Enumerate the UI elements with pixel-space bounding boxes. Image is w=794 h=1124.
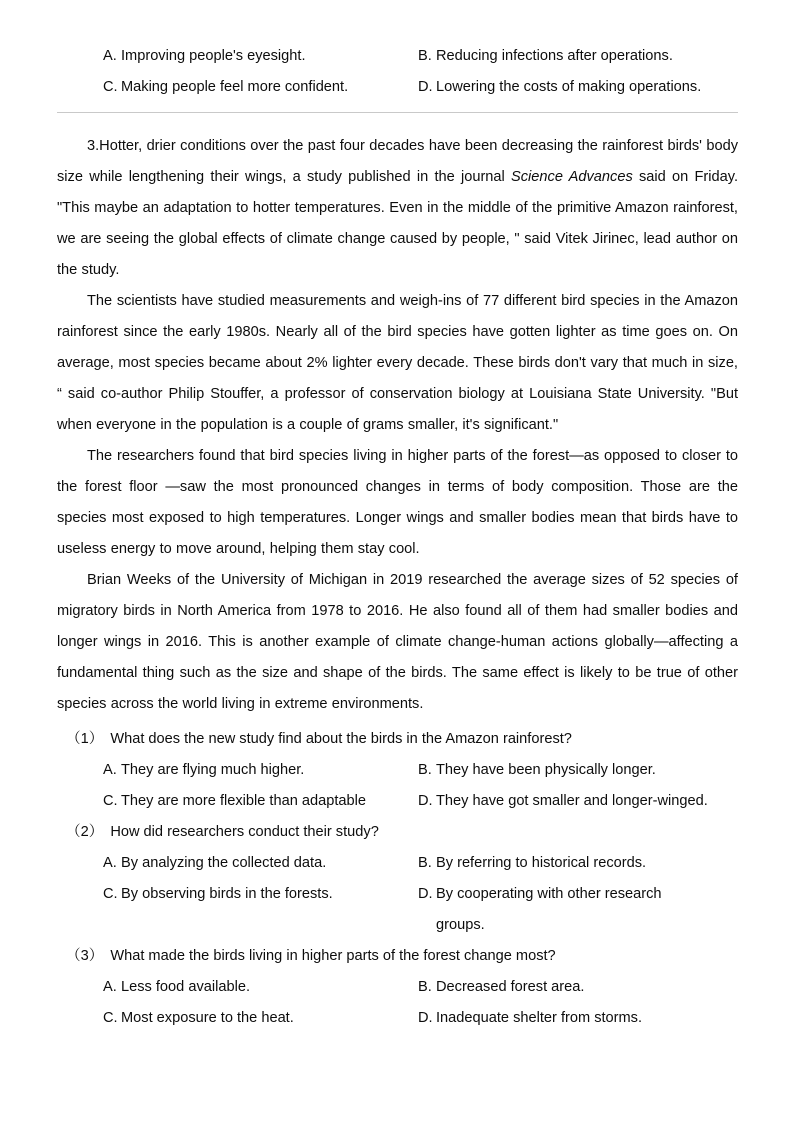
option-letter: C. — [103, 1010, 118, 1026]
option-row — [0, 41, 794, 72]
option-c[interactable] — [103, 879, 418, 910]
option-letter: C. — [103, 886, 118, 902]
journal-title: Science Advances — [511, 169, 633, 185]
option-row — [0, 786, 794, 817]
passage-paragraph-3 — [57, 441, 738, 565]
option-b[interactable] — [418, 41, 748, 72]
question-options — [0, 972, 794, 1034]
option-letter: A. — [103, 979, 117, 995]
option-text: By referring to historical records. — [436, 855, 647, 871]
option-letter: D. — [418, 1010, 433, 1026]
option-letter: C. — [103, 793, 118, 809]
question-2 — [0, 817, 794, 941]
question-stem — [66, 817, 794, 848]
question-number: （3） — [66, 948, 104, 964]
option-a[interactable] — [103, 972, 418, 1003]
option-d[interactable] — [418, 879, 748, 941]
option-a[interactable] — [103, 755, 418, 786]
option-text: Improving people's eyesight. — [121, 48, 306, 64]
passage-text: Brian Weeks of the University of Michigan in 2019 researched the average sizes of 52 species of migratory birds in North America from 1978 to 2016. He also found all of them had smaller bodies and longer wings in 2016. This is another example of climate change-human actions globally—affecting a fundamental thing such as the size and shape of the birds. The same effect is likely to be true of other species across the world living in extreme environments. — [57, 572, 738, 712]
option-letter: D. — [418, 886, 433, 902]
question-3 — [0, 941, 794, 1034]
option-a[interactable] — [103, 41, 418, 72]
option-text: They have been physically longer. — [436, 762, 656, 778]
passage-paragraph-4 — [57, 565, 738, 720]
option-b[interactable] — [418, 848, 748, 879]
question-number: （1） — [66, 731, 104, 747]
option-text: By analyzing the collected data. — [121, 855, 327, 871]
option-d[interactable] — [418, 72, 748, 103]
option-row — [0, 1003, 794, 1034]
option-text: They are more flexible than adaptable — [121, 793, 367, 809]
option-d[interactable] — [418, 786, 748, 817]
carryover-options-block — [0, 0, 794, 103]
option-letter: A. — [103, 762, 117, 778]
option-text: Decreased forest area. — [436, 979, 585, 995]
option-row — [0, 972, 794, 1003]
option-text: By observing birds in the forests. — [121, 886, 333, 902]
passage-text: The researchers found that bird species living in higher parts of the forest—as opposed to closer to the forest floor —saw the most pronounced changes in terms of body composition. Those are the species most exposed to high temperatures. Longer wings and smaller bodies mean that birds have to useless energy to move around, helping them stay cool. — [57, 448, 738, 557]
section-divider — [57, 112, 738, 113]
question-1 — [0, 724, 794, 817]
question-stem — [66, 724, 794, 755]
passage-paragraph-2 — [57, 286, 738, 441]
option-text: Most exposure to the heat. — [121, 1010, 294, 1026]
option-b[interactable] — [418, 755, 748, 786]
option-text: Less food available. — [121, 979, 250, 995]
option-letter: D. — [418, 79, 433, 95]
option-letter: B. — [418, 48, 432, 64]
option-c[interactable] — [103, 1003, 418, 1034]
passage-paragraph-1 — [57, 131, 738, 286]
option-letter: A. — [103, 48, 117, 64]
option-row — [0, 755, 794, 786]
option-b[interactable] — [418, 972, 748, 1003]
option-letter: D. — [418, 793, 433, 809]
option-text: By cooperating with other research groups. — [436, 886, 662, 933]
question-text: What made the birds living in higher parts of the forest change most? — [110, 948, 556, 964]
questions-section — [0, 724, 794, 1034]
question-options — [0, 848, 794, 941]
option-text: Making people feel more confident. — [121, 79, 349, 95]
option-text: They have got smaller and longer-winged. — [436, 793, 708, 809]
question-stem — [66, 941, 794, 972]
passage-text: 3.Hotter, drier conditions over the past four decades have been decreasing the rainforest birds' body size while lengthening their wings, a study published in the journal — [57, 138, 738, 185]
question-text: How did researchers conduct their study? — [110, 824, 379, 840]
passage-text: said on Friday. "This maybe an adaptation to hotter temperatures. Even in the middle of the primitive Amazon rainforest, we are seeing the global effects of climate change caused by people, " said Vitek Jirinec, lead author on the study. — [57, 169, 738, 278]
option-text: Inadequate shelter from storms. — [436, 1010, 643, 1026]
question-text: What does the new study find about the birds in the Amazon rainforest? — [110, 731, 572, 747]
option-c[interactable] — [103, 72, 418, 103]
option-letter: B. — [418, 855, 432, 871]
option-row — [0, 848, 794, 879]
question-options — [0, 755, 794, 817]
option-letter: A. — [103, 855, 117, 871]
option-letter: B. — [418, 979, 432, 995]
reading-passage — [0, 103, 794, 720]
option-text: Reducing infections after operations. — [436, 48, 673, 64]
option-row — [0, 879, 794, 941]
option-a[interactable] — [103, 848, 418, 879]
option-c[interactable] — [103, 786, 418, 817]
option-text: Lowering the costs of making operations. — [436, 79, 702, 95]
option-d[interactable] — [418, 1003, 748, 1034]
passage-text: The scientists have studied measurements and weigh-ins of 77 different bird species in the Amazon rainforest since the early 1980s. Nearly all of the bird species have gotten lighter as time goes on. On average, most species became about 2% lighter every decade. These birds don't vary that much in size, “ said co-author Philip Stouffer, a professor of conservation biology at Louisiana State University. "But when everyone in the population is a couple of grams smaller, it's significant." — [57, 293, 738, 433]
option-row — [0, 72, 794, 103]
question-number: （2） — [66, 824, 104, 840]
option-letter: B. — [418, 762, 432, 778]
option-letter: C. — [103, 79, 118, 95]
option-text: They are flying much higher. — [121, 762, 305, 778]
